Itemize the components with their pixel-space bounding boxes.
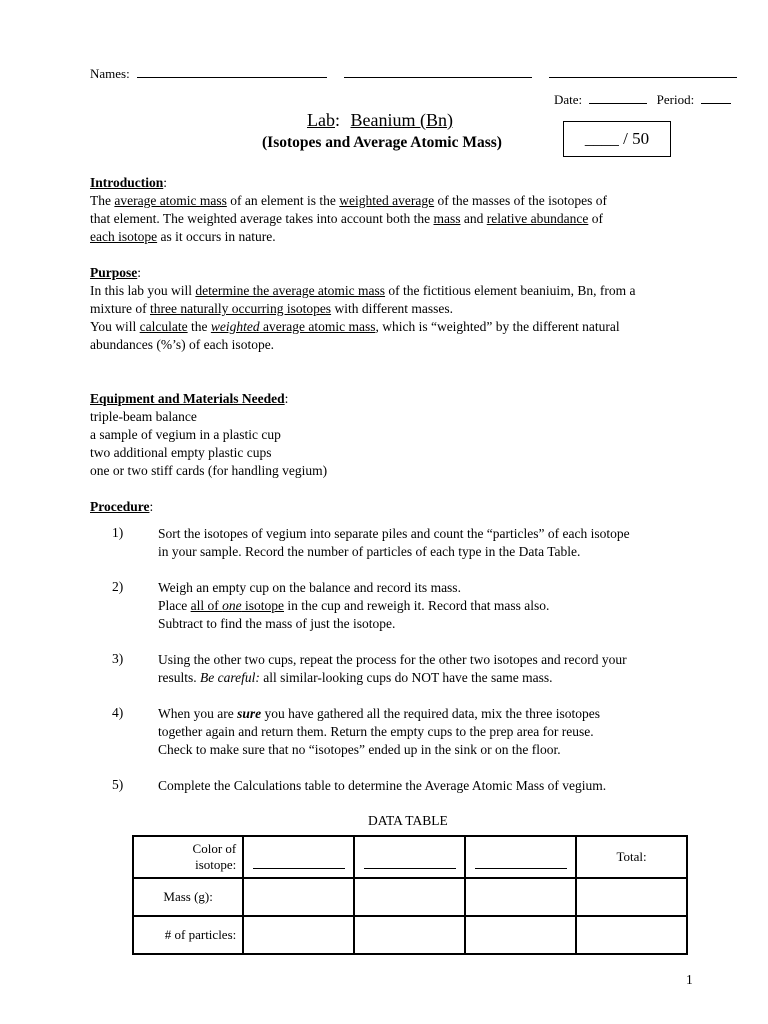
purpose-line-1: In this lab you will determine the average atomic mass of the fictitious element beaniuim, Bn, from a	[90, 283, 636, 298]
period-label: Period:	[656, 92, 695, 107]
table-row	[133, 916, 687, 954]
name-blank-1[interactable]	[137, 77, 327, 78]
color-of-isotope-label: Color of isotope:	[133, 836, 243, 878]
procedure-step-2: Weigh an empty cup on the balance and record its mass. Place all of one isotope in the cup and reweigh it. Record that mass also. Subtract to find the mass of just the isotope.	[158, 580, 550, 631]
purpose-line-3: You will calculate the weighted average atomic mass, which is “weighted” by the different natural	[90, 319, 620, 334]
purpose-heading: Purpose	[90, 265, 138, 280]
particles-cell-2[interactable]	[354, 916, 465, 954]
procedure-heading: Procedure	[90, 499, 150, 514]
procedure-step-1: Sort the isotopes of vegium into separate piles and count the “particles” of each isotope in your sample. Record the number of particles of each type in the Data Table.	[158, 526, 630, 559]
purpose-line-2: mixture of three naturally occurring isotopes with different masses.	[90, 301, 454, 316]
intro-line-3: each isotope as it occurs in nature.	[90, 229, 276, 244]
equipment-heading: Equipment and Materials Needed	[90, 391, 285, 406]
data-table	[132, 835, 688, 955]
names-row	[90, 66, 737, 82]
page-subtitle: (Isotopes and Average Atomic Mass)	[262, 134, 502, 151]
particles-total-cell[interactable]	[576, 916, 687, 954]
mass-cell-2[interactable]	[354, 878, 465, 916]
score-total: / 50	[623, 129, 650, 148]
mass-cell-3[interactable]	[465, 878, 576, 916]
equipment-item: triple-beam balance	[90, 409, 197, 424]
table-row	[133, 878, 687, 916]
equipment-item: two additional empty plastic cups	[90, 445, 272, 460]
step-number: 1)	[112, 525, 124, 540]
date-label: Date:	[554, 92, 583, 107]
data-table-title: DATA TABLE	[368, 813, 448, 828]
lab-label: Lab	[307, 110, 335, 130]
isotope-color-cell-2[interactable]	[354, 836, 465, 878]
step-number: 2)	[112, 579, 124, 594]
score-blank[interactable]: ____	[584, 129, 619, 148]
score-box	[563, 121, 671, 157]
lab-colon: :	[334, 110, 340, 130]
page-title	[307, 110, 453, 131]
equipment-section: Equipment and Materials Needed: triple-beam balance a sample of vegium in a plastic cup two additional empty plastic cups one or two stiff cards (for handling vegium)	[90, 390, 710, 480]
mass-label: Mass (g):	[133, 878, 243, 916]
isotope-color-cell-1[interactable]	[243, 836, 354, 878]
total-label: Total:	[576, 836, 687, 878]
name-blank-3[interactable]	[549, 77, 737, 78]
isotope-color-cell-3[interactable]	[465, 836, 576, 878]
equipment-item: one or two stiff cards (for handling vegium)	[90, 463, 328, 478]
mass-cell-1[interactable]	[243, 878, 354, 916]
period-blank[interactable]	[701, 103, 731, 104]
name-blank-2[interactable]	[344, 77, 532, 78]
particles-cell-3[interactable]	[465, 916, 576, 954]
particles-cell-1[interactable]	[243, 916, 354, 954]
intro-line-1: The average atomic mass of an element is the weighted average of the masses of the isotopes of	[90, 193, 607, 208]
introduction-heading: Introduction	[90, 175, 164, 190]
introduction-section: Introduction: The average atomic mass of an element is the weighted average of the masses of the isotopes of that element. The weighted average takes into account both the mass and relative abundance of each isotope as it occurs in nature.	[90, 174, 710, 246]
page-number: 1	[686, 972, 693, 987]
purpose-section: Purpose: In this lab you will determine the average atomic mass of the fictitious element beaniuim, Bn, from a mixture of three naturally occurring isotopes with different masses. You will calculate the weighted average atomic mass, which is “weighted” by the different natural abundances (%’s) of each isotope.	[90, 264, 710, 354]
procedure-step-3: Using the other two cups, repeat the process for the other two isotopes and record your results. Be careful: all similar-looking cups do NOT have the same mass.	[158, 652, 627, 685]
procedure-step-5: Complete the Calculations table to determine the Average Atomic Mass of vegium.	[158, 778, 607, 793]
equipment-item: a sample of vegium in a plastic cup	[90, 427, 281, 442]
particles-label: # of particles:	[133, 916, 243, 954]
date-blank[interactable]	[589, 103, 647, 104]
table-row	[133, 836, 687, 878]
mass-total-cell[interactable]	[576, 878, 687, 916]
lab-title: Beanium (Bn)	[350, 110, 453, 130]
step-number: 4)	[112, 705, 124, 720]
procedure-step-4: When you are sure you have gathered all the required data, mix the three isotopes together again and return them. Return the empty cups to the prep area for reuse. Check to make sure that no “isotopes” ended up in the sink or on the floor.	[158, 706, 600, 757]
names-label: Names:	[90, 66, 130, 81]
purpose-line-4: abundances (%’s) of each isotope.	[90, 337, 275, 352]
date-period-row	[554, 92, 731, 108]
step-number: 3)	[112, 651, 124, 666]
intro-line-2: that element. The weighted average takes into account both the mass and relative abundance of	[90, 211, 603, 226]
procedure-section: Procedure:	[90, 499, 154, 514]
step-number: 5)	[112, 777, 124, 792]
